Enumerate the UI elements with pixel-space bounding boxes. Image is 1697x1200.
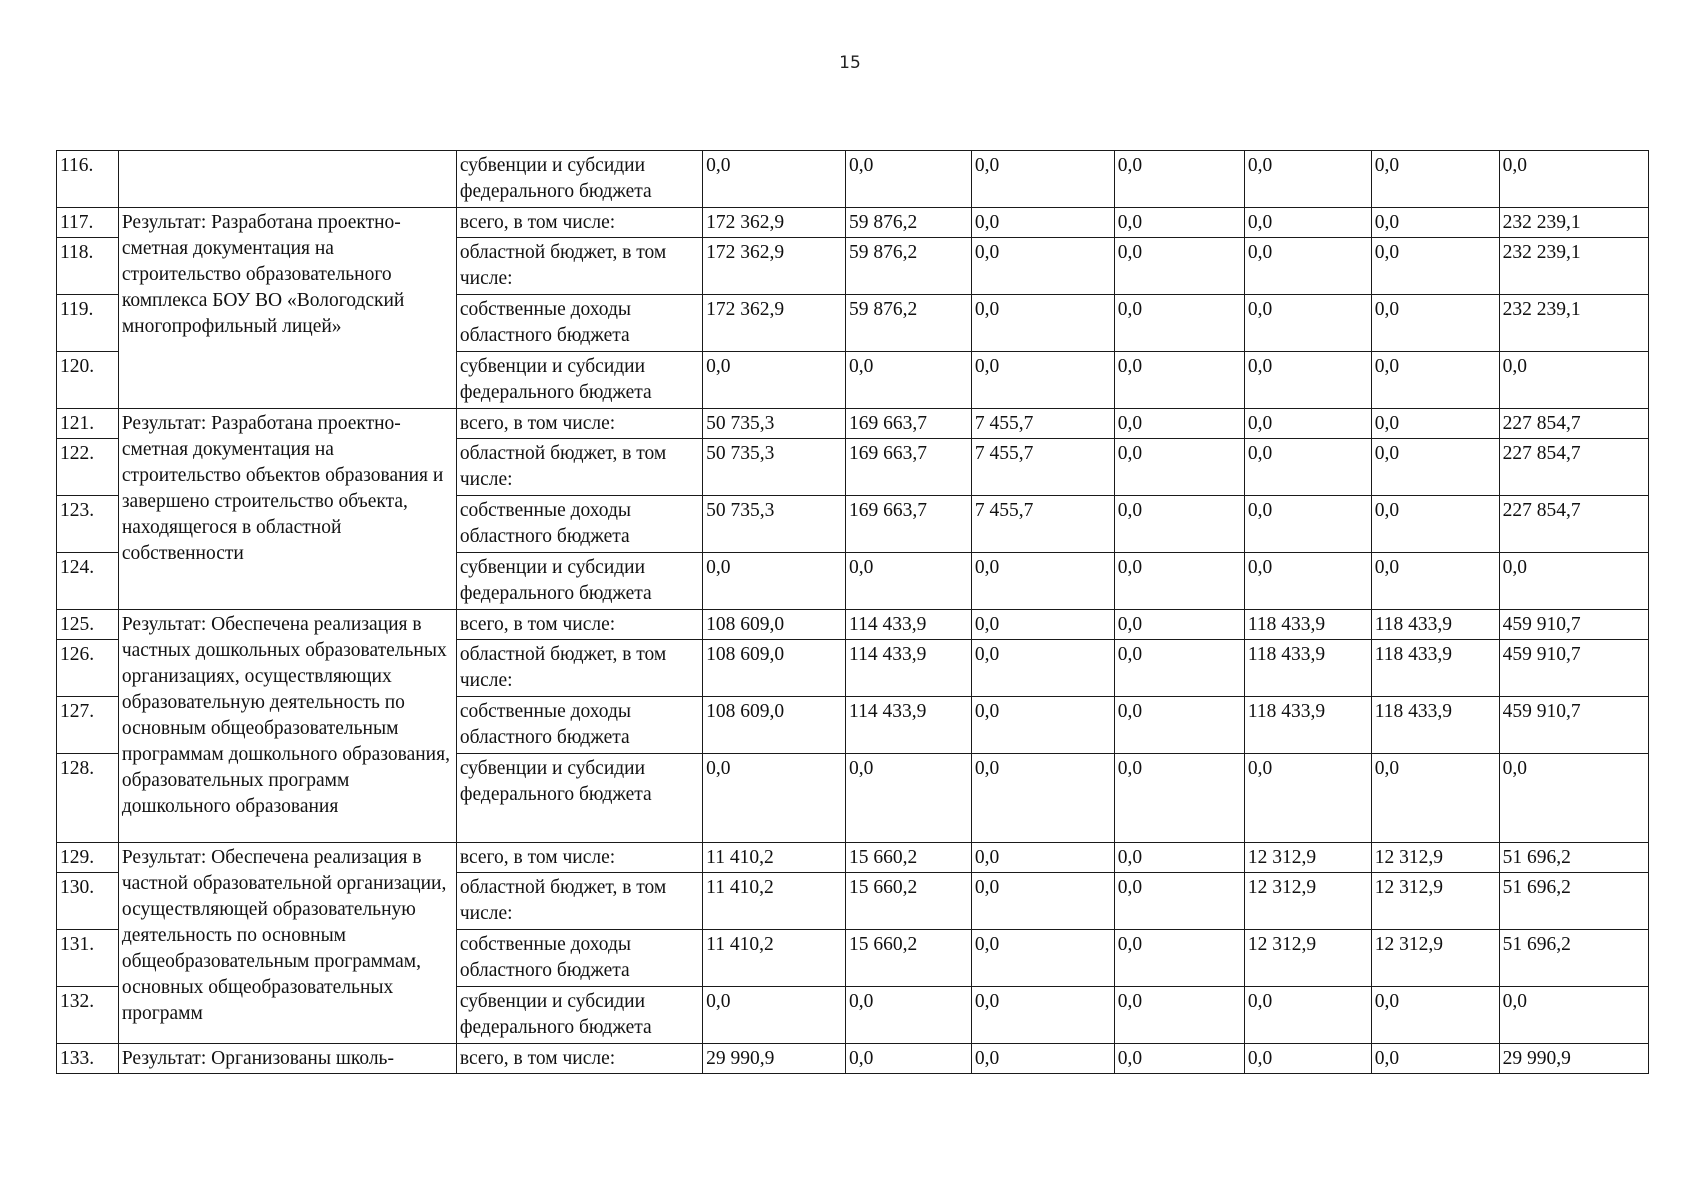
value-cell: 114 433,9 [846,697,972,754]
value-cell: 0,0 [1371,987,1499,1044]
value-cell: 0,0 [1114,873,1244,930]
value-cell: 15 660,2 [846,930,972,987]
value-cell: 118 433,9 [1371,640,1499,697]
value-total: 51 696,2 [1499,843,1648,873]
value-total: 29 990,9 [1499,1044,1648,1074]
result-description: Результат: Обеспечена реализация в частной образовательной организации, осуществляющей образовательную деятельность по основным общеобразовательным программам, основных общеобразовательных программ [118,843,456,1044]
value-cell: 0,0 [1114,352,1244,409]
value-cell: 0,0 [1114,496,1244,553]
value-cell: 0,0 [1114,439,1244,496]
value-cell: 0,0 [846,987,972,1044]
value-total: 227 854,7 [1499,409,1648,439]
value-cell: 12 312,9 [1371,843,1499,873]
value-total: 0,0 [1499,151,1648,208]
value-cell: 108 609,0 [703,610,846,640]
row-number: 129. [57,843,119,873]
value-cell: 0,0 [1371,553,1499,610]
value-cell: 59 876,2 [846,295,972,352]
value-cell: 11 410,2 [703,930,846,987]
row-number: 130. [57,873,119,930]
funding-source: субвенции и субсидии федерального бюджета [456,754,702,843]
result-description [118,151,456,208]
value-cell: 0,0 [971,843,1114,873]
value-cell: 12 312,9 [1244,873,1371,930]
value-cell: 0,0 [1244,238,1371,295]
value-cell: 0,0 [971,873,1114,930]
value-cell: 0,0 [1244,409,1371,439]
value-cell: 0,0 [971,553,1114,610]
funding-source: областной бюджет, в том числе: [456,873,702,930]
funding-source: всего, в том числе: [456,843,702,873]
value-total: 227 854,7 [1499,496,1648,553]
value-cell: 0,0 [1371,409,1499,439]
value-total: 232 239,1 [1499,295,1648,352]
value-cell: 0,0 [1244,553,1371,610]
row-number: 133. [57,1044,119,1074]
funding-source: субвенции и субсидии федерального бюджета [456,352,702,409]
value-cell: 0,0 [971,697,1114,754]
value-total: 232 239,1 [1499,208,1648,238]
value-cell: 0,0 [1244,151,1371,208]
value-cell: 59 876,2 [846,208,972,238]
value-cell: 0,0 [1371,238,1499,295]
budget-table [56,150,1649,1074]
value-cell: 108 609,0 [703,697,846,754]
value-cell: 118 433,9 [1371,610,1499,640]
funding-source: всего, в том числе: [456,208,702,238]
value-cell: 0,0 [1371,352,1499,409]
value-cell: 118 433,9 [1244,697,1371,754]
row-number: 125. [57,610,119,640]
value-cell: 0,0 [971,987,1114,1044]
row-number: 116. [57,151,119,208]
row-number: 131. [57,930,119,987]
value-cell: 0,0 [1114,754,1244,843]
funding-source: областной бюджет, в том числе: [456,238,702,295]
value-cell: 0,0 [1114,208,1244,238]
value-cell: 0,0 [846,1044,972,1074]
value-total: 0,0 [1499,987,1648,1044]
value-cell: 50 735,3 [703,439,846,496]
value-cell: 0,0 [1114,697,1244,754]
value-total: 232 239,1 [1499,238,1648,295]
value-cell: 169 663,7 [846,439,972,496]
table-row [57,610,1649,640]
value-cell: 0,0 [971,930,1114,987]
value-total: 459 910,7 [1499,610,1648,640]
value-cell: 11 410,2 [703,843,846,873]
value-cell: 0,0 [703,553,846,610]
value-cell: 108 609,0 [703,640,846,697]
value-cell: 0,0 [971,610,1114,640]
result-description: Результат: Разработана проектно-сметная документация на строительство объектов образования и завершено строительство объекта, находящегося в областной собственности [118,409,456,610]
value-cell: 0,0 [1114,1044,1244,1074]
value-cell: 0,0 [1114,843,1244,873]
value-cell: 0,0 [1114,409,1244,439]
value-cell: 0,0 [1371,151,1499,208]
row-number: 127. [57,697,119,754]
row-number: 132. [57,987,119,1044]
value-total: 459 910,7 [1499,640,1648,697]
row-number: 120. [57,352,119,409]
row-number: 126. [57,640,119,697]
value-cell: 59 876,2 [846,238,972,295]
value-cell: 0,0 [1244,496,1371,553]
value-cell: 0,0 [1114,151,1244,208]
value-cell: 114 433,9 [846,640,972,697]
page-number: 15 [839,53,861,73]
row-number: 119. [57,295,119,352]
funding-source: всего, в том числе: [456,610,702,640]
value-cell: 0,0 [703,151,846,208]
value-cell: 0,0 [1371,754,1499,843]
value-cell: 118 433,9 [1244,610,1371,640]
value-cell: 12 312,9 [1371,930,1499,987]
funding-source: собственные доходы областного бюджета [456,697,702,754]
row-number: 123. [57,496,119,553]
value-cell: 0,0 [1371,208,1499,238]
value-cell: 50 735,3 [703,409,846,439]
value-cell: 0,0 [846,151,972,208]
value-cell: 29 990,9 [703,1044,846,1074]
value-total: 227 854,7 [1499,439,1648,496]
value-total: 51 696,2 [1499,930,1648,987]
funding-source: всего, в том числе: [456,409,702,439]
value-cell: 0,0 [1114,930,1244,987]
value-cell: 11 410,2 [703,873,846,930]
value-cell: 172 362,9 [703,208,846,238]
value-cell: 0,0 [703,987,846,1044]
value-cell: 172 362,9 [703,295,846,352]
funding-source: областной бюджет, в том числе: [456,439,702,496]
funding-source: собственные доходы областного бюджета [456,930,702,987]
value-cell: 12 312,9 [1371,873,1499,930]
funding-source: субвенции и субсидии федерального бюджета [456,987,702,1044]
row-number: 122. [57,439,119,496]
value-total: 51 696,2 [1499,873,1648,930]
value-cell: 0,0 [971,754,1114,843]
value-cell: 0,0 [971,208,1114,238]
value-cell: 0,0 [1244,439,1371,496]
value-cell: 0,0 [1114,610,1244,640]
result-description: Результат: Обеспечена реализация в частных дошкольных образовательных организациях, осуществляющих образовательную деятельность по основным общеобразовательным программам дошкольного образования, образовательных программ дошкольного образования [118,610,456,843]
value-cell: 0,0 [971,1044,1114,1074]
value-cell: 169 663,7 [846,409,972,439]
row-number: 117. [57,208,119,238]
value-cell: 0,0 [1244,352,1371,409]
value-cell: 0,0 [971,640,1114,697]
value-cell: 0,0 [1244,754,1371,843]
table-row [57,208,1649,238]
funding-source: субвенции и субсидии федерального бюджета [456,553,702,610]
value-cell: 12 312,9 [1244,930,1371,987]
value-cell: 0,0 [703,754,846,843]
row-number: 121. [57,409,119,439]
value-cell: 0,0 [971,352,1114,409]
value-cell: 118 433,9 [1244,640,1371,697]
funding-source: всего, в том числе: [456,1044,702,1074]
value-cell: 0,0 [1244,987,1371,1044]
value-cell: 15 660,2 [846,873,972,930]
value-cell: 0,0 [846,754,972,843]
value-cell: 0,0 [1114,640,1244,697]
funding-source: областной бюджет, в том числе: [456,640,702,697]
value-cell: 0,0 [1114,553,1244,610]
value-cell: 12 312,9 [1244,843,1371,873]
value-cell: 0,0 [1371,295,1499,352]
value-cell: 0,0 [971,238,1114,295]
value-cell: 0,0 [1244,208,1371,238]
value-cell: 118 433,9 [1371,697,1499,754]
value-cell: 0,0 [971,151,1114,208]
table-row [57,843,1649,873]
value-cell: 0,0 [846,553,972,610]
value-total: 0,0 [1499,553,1648,610]
value-cell: 0,0 [1244,1044,1371,1074]
value-cell: 0,0 [1114,238,1244,295]
table-row [57,1044,1649,1074]
funding-source: собственные доходы областного бюджета [456,295,702,352]
value-total: 0,0 [1499,754,1648,843]
value-cell: 0,0 [1371,439,1499,496]
value-cell: 0,0 [1371,1044,1499,1074]
value-cell: 15 660,2 [846,843,972,873]
value-cell: 50 735,3 [703,496,846,553]
row-number: 124. [57,553,119,610]
result-description: Результат: Разработана проектно-сметная документация на строительство образовательного комплекса БОУ ВО «Вологодский многопрофильный лицей» [118,208,456,409]
value-cell: 7 455,7 [971,496,1114,553]
funding-source: собственные доходы областного бюджета [456,496,702,553]
row-number: 118. [57,238,119,295]
table-row [57,409,1649,439]
value-cell: 114 433,9 [846,610,972,640]
value-cell: 0,0 [1371,496,1499,553]
result-description: Результат: Организованы школь- [118,1044,456,1074]
value-cell: 7 455,7 [971,409,1114,439]
value-cell: 0,0 [1114,987,1244,1044]
table-row [57,151,1649,208]
value-cell: 172 362,9 [703,238,846,295]
value-cell: 0,0 [971,295,1114,352]
value-total: 0,0 [1499,352,1648,409]
value-cell: 0,0 [1244,295,1371,352]
value-cell: 0,0 [1114,295,1244,352]
value-cell: 0,0 [846,352,972,409]
value-cell: 0,0 [703,352,846,409]
value-cell: 7 455,7 [971,439,1114,496]
row-number: 128. [57,754,119,843]
value-cell: 169 663,7 [846,496,972,553]
value-total: 459 910,7 [1499,697,1648,754]
funding-source: субвенции и субсидии федерального бюджета [456,151,702,208]
